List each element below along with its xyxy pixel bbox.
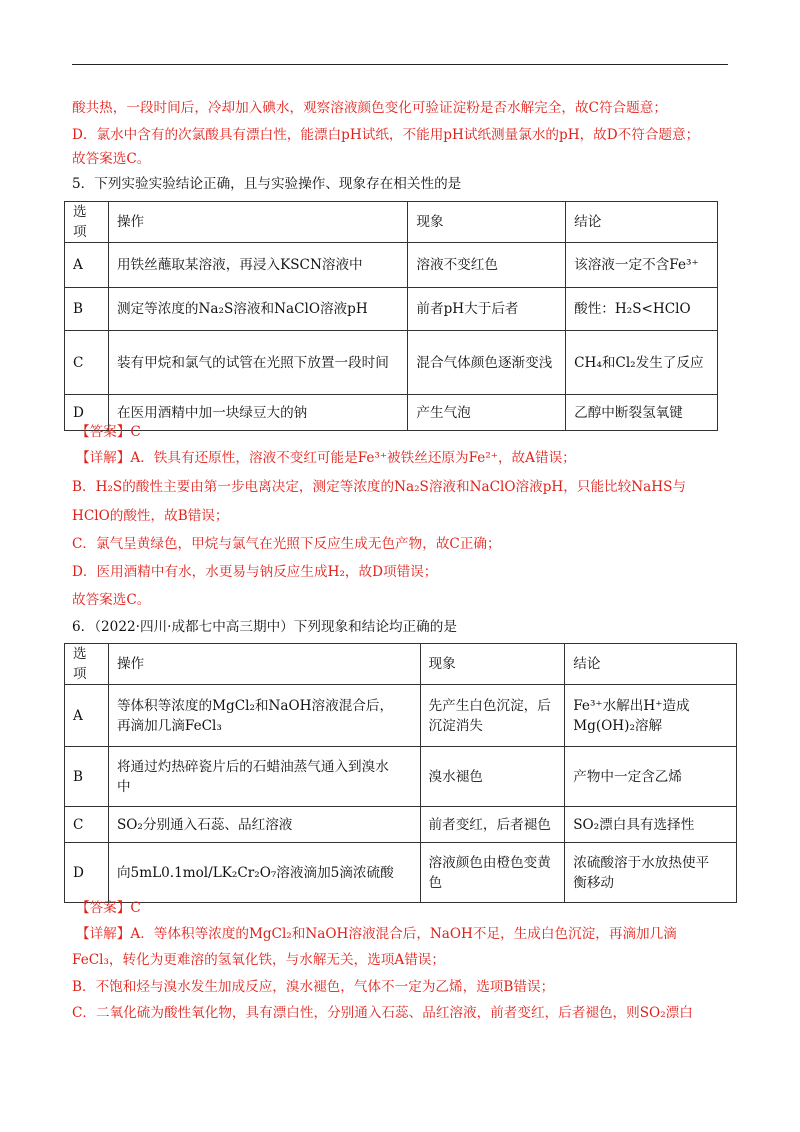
- option-cell: D: [65, 843, 109, 903]
- cell-line: 中: [116, 778, 131, 795]
- header-cell: 现象: [408, 202, 566, 243]
- conclusion-cell: [565, 685, 737, 747]
- option-cell: C: [65, 331, 109, 395]
- table-row: [65, 685, 737, 747]
- conclusion-cell: 该溶液一定不含Fe³⁺: [566, 243, 718, 288]
- explanation-line: 故答案选C。: [72, 592, 151, 608]
- cell-line: 色: [428, 874, 443, 891]
- table-row: [65, 395, 718, 431]
- table-row: [65, 331, 718, 395]
- phenomenon-cell: 溶液不变红色: [408, 243, 566, 288]
- text-line: D．氯水中含有的次氯酸具有漂白性，能漂白pH试纸，不能用pH试纸测量氯水的pH，故D不符合题意；: [72, 127, 700, 143]
- phenomenon-cell: [420, 685, 565, 747]
- table-row: [65, 807, 737, 843]
- question-6-stem: 6．（2022·四川·成都七中高三期中）下列现象和结论均正确的是: [72, 619, 457, 635]
- table-header-row: [65, 644, 737, 685]
- conclusion-cell: 乙醇中断裂氢氧键: [566, 395, 718, 431]
- header-cell: 选项: [65, 202, 109, 243]
- conclusion-cell: 产物中一定含乙烯: [565, 747, 737, 807]
- explanation-line: 【详解】A．等体积等浓度的MgCl₂和NaOH溶液混合后，NaOH不足，生成白色沉淀，再滴加几滴: [76, 926, 677, 942]
- operation-cell: 用铁丝蘸取某溶液，再浸入KSCN溶液中: [108, 243, 407, 288]
- phenomenon-cell: 溴水褪色: [420, 747, 565, 807]
- answer-label: 【答案】C: [76, 900, 141, 916]
- header-cell: 结论: [565, 644, 737, 685]
- cell-line: Mg(OH)₂溶解: [573, 717, 663, 734]
- conclusion-cell: CH₄和Cl₂发生了反应: [566, 331, 718, 395]
- cell-line: 先产生白色沉淀，后: [428, 697, 551, 714]
- phenomenon-cell: 产生气泡: [408, 395, 566, 431]
- text-line: 故答案选C。: [72, 151, 151, 167]
- option-cell: B: [65, 747, 109, 807]
- operation-cell: 向5mL0.1mol/LK₂Cr₂O₇溶液滴加5滴浓硫酸: [108, 843, 420, 903]
- table-header-row: [65, 202, 718, 243]
- operation-cell: 测定等浓度的Na₂S溶液和NaClO溶液pH: [108, 288, 407, 331]
- question-5-table: [64, 201, 718, 431]
- phenomenon-cell: 前者pH大于后者: [408, 288, 566, 331]
- explanation-line: B．不饱和烃与溴水发生加成反应，溴水褪色，气体不一定为乙烯，选项B错误；: [72, 979, 555, 995]
- operation-cell: 装有甲烷和氯气的试管在光照下放置一段时间: [108, 331, 407, 395]
- phenomenon-cell: [420, 843, 565, 903]
- table-row: [65, 288, 718, 331]
- conclusion-cell: [565, 843, 737, 903]
- cell-line: 等体积等浓度的MgCl₂和NaOH溶液混合后，: [116, 697, 394, 714]
- conclusion-cell: 酸性：H₂S<HClO: [566, 288, 718, 331]
- text-line: 酸共热，一段时间后，冷却加入碘水，观察溶液颜色变化可验证淀粉是否水解完全，故C符合题意；: [72, 100, 667, 116]
- cell-line: 浓硫酸溶于水放热使平: [573, 854, 710, 871]
- phenomenon-cell: 前者变红，后者褪色: [420, 807, 565, 843]
- header-cell: 结论: [566, 202, 718, 243]
- operation-cell: 在医用酒精中加一块绿豆大的钠: [108, 395, 407, 431]
- explanation-line: C．氯气呈黄绿色，甲烷与氯气在光照下反应生成无色产物，故C正确；: [72, 536, 501, 552]
- option-cell: A: [65, 243, 109, 288]
- explanation-line: C．二氧化硫为酸性氧化物，具有漂白性，分别通入石蕊、品红溶液，前者变红，后者褪色，则SO₂漂白: [72, 1005, 693, 1021]
- phenomenon-cell: 混合气体颜色逐渐变浅: [408, 331, 566, 395]
- explanation-line: FeCl₃，转化为更难溶的氢氧化铁，与水解无关，选项A错误；: [72, 952, 445, 968]
- cell-line: 溶液颜色由橙色变黄: [428, 854, 551, 871]
- explanation-line: B．H₂S的酸性主要由第一步电离决定，测定等浓度的Na₂S溶液和NaClO溶液pH，只能比较NaHS与: [72, 479, 686, 495]
- cell-line: 再滴加几滴FeCl₃: [116, 717, 222, 734]
- header-cell: 操作: [108, 644, 420, 685]
- option-cell: C: [65, 807, 109, 843]
- table-row: [65, 843, 737, 903]
- header-cell: 操作: [108, 202, 407, 243]
- explanation-line: D．医用酒精中有水，水更易与钠反应生成H₂，故D项错误；: [72, 564, 438, 580]
- explanation-line: 【详解】A．铁具有还原性，溶液不变红可能是Fe³⁺被铁丝还原为Fe²⁺，故A错误；: [76, 450, 576, 466]
- operation-cell: SO₂分别通入石蕊、品红溶液: [108, 807, 420, 843]
- table-row: [65, 747, 737, 807]
- answer-label: 【答案】C: [76, 424, 141, 440]
- option-cell: D: [65, 395, 109, 431]
- cell-line: Fe³⁺水解出H⁺造成: [573, 697, 690, 714]
- question-5-stem: 5．下列实验实验结论正确，且与实验操作、现象存在相关性的是: [72, 176, 462, 192]
- cell-line: 沉淀消失: [428, 717, 483, 734]
- header-rule: [72, 64, 728, 65]
- option-cell: A: [65, 685, 109, 747]
- explanation-line: HClO的酸性，故B错误；: [72, 508, 229, 524]
- cell-line: 衡移动: [573, 874, 615, 891]
- option-cell: B: [65, 288, 109, 331]
- conclusion-cell: SO₂漂白具有选择性: [565, 807, 737, 843]
- question-6-table: [64, 643, 737, 903]
- table-row: [65, 243, 718, 288]
- operation-cell: [108, 685, 420, 747]
- header-cell: 现象: [420, 644, 565, 685]
- header-cell: 选项: [65, 644, 109, 685]
- operation-cell: [108, 747, 420, 807]
- cell-line: 将通过灼热碎瓷片后的石蜡油蒸气通入到溴水: [116, 758, 389, 775]
